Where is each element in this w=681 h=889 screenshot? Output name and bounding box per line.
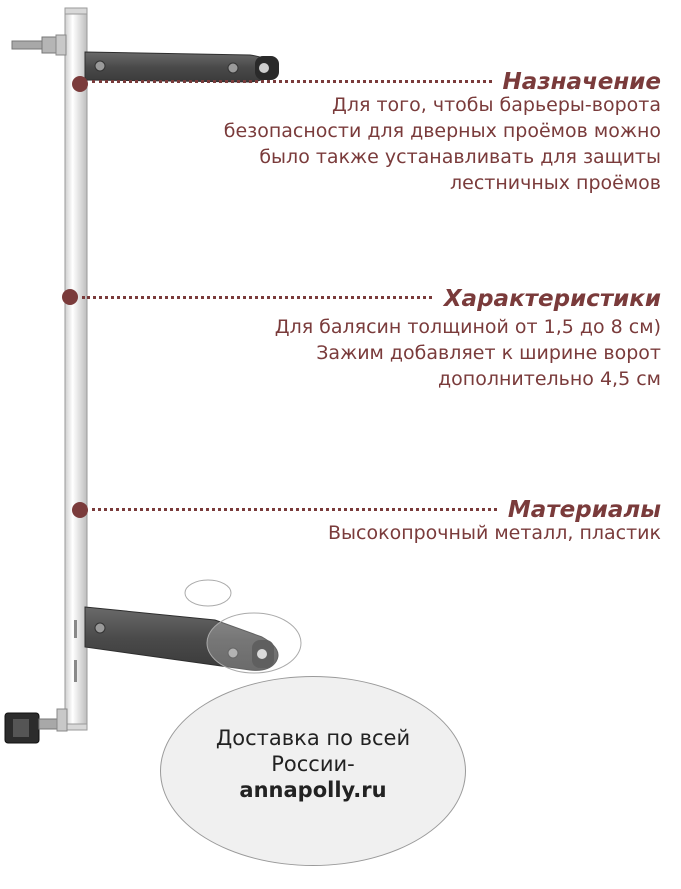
description-line: Для балясин толщиной от 1,5 до 8 см) bbox=[274, 316, 661, 338]
delivery-text-line1: Доставка по всей bbox=[215, 726, 411, 750]
description-line: дополнительно 4,5 см bbox=[438, 368, 661, 390]
delivery-text-line2: России- bbox=[271, 752, 355, 776]
section-heading-materials: Материалы bbox=[507, 497, 661, 523]
top-clamp-arm bbox=[85, 52, 279, 82]
top-spindle bbox=[12, 35, 66, 55]
section-leader-line bbox=[92, 80, 492, 83]
description-line: Зажим добавляет к ширине ворот bbox=[316, 342, 661, 364]
section-marker-dot bbox=[72, 502, 88, 518]
section-marker-dot bbox=[72, 76, 88, 92]
description-line: лестничных проёмов bbox=[449, 172, 661, 194]
section-leader-line bbox=[82, 296, 432, 299]
bottom-spindle bbox=[5, 709, 67, 743]
description-line: Для того, чтобы барьеры-ворота bbox=[332, 94, 661, 116]
description-line: безопасности для дверных проёмов можно bbox=[223, 120, 661, 142]
website-link[interactable]: annapolly.ru bbox=[239, 778, 387, 802]
small-ellipse bbox=[185, 580, 231, 606]
section-description-purpose bbox=[224, 92, 661, 196]
section-leader-line bbox=[92, 508, 497, 511]
section-heading-purpose: Назначение bbox=[502, 69, 661, 95]
description-line: Высокопрочный металл, пластик bbox=[327, 522, 661, 544]
section-description-characteristics bbox=[275, 314, 661, 392]
zoom-ellipse bbox=[207, 613, 301, 673]
section-description-materials bbox=[328, 520, 661, 546]
section-heading-characteristics: Характеристики bbox=[443, 286, 661, 312]
section-marker-dot bbox=[62, 289, 78, 305]
delivery-bubble bbox=[160, 676, 466, 866]
description-line: было также устанавливать для защиты bbox=[259, 146, 661, 168]
